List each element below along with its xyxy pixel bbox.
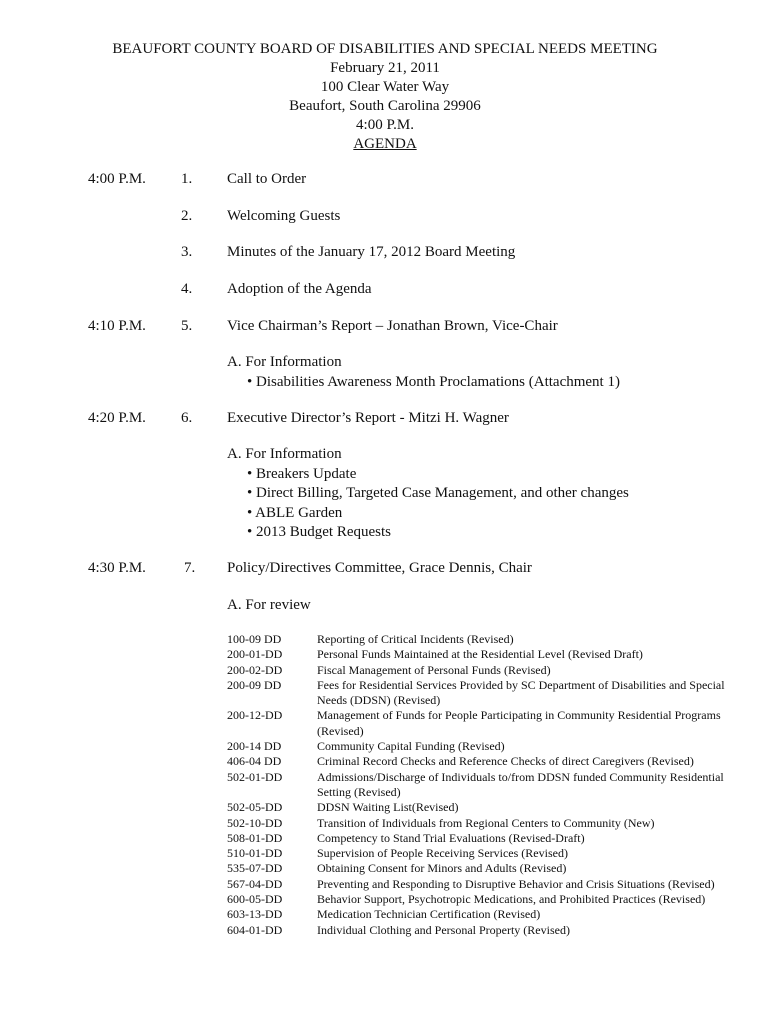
policy-list — [227, 632, 727, 938]
policy-description: Management of Funds for People Participating in Community Residential Programs (Revised) — [317, 708, 721, 738]
item-time: 4:10 P.M. — [88, 318, 146, 334]
policy-row — [227, 831, 727, 846]
subsection-heading: A. For Information — [227, 446, 342, 462]
policy-row — [227, 892, 727, 907]
policy-description: Behavior Support, Psychotropic Medications, and Prohibited Practices (Revised) — [317, 892, 706, 907]
policy-row — [227, 816, 727, 831]
meeting-date: February 21, 2011 — [330, 60, 440, 76]
agenda-title: AGENDA — [353, 136, 417, 152]
policy-row — [227, 923, 727, 938]
policy-description: Supervision of People Receiving Services (Revised) — [317, 846, 568, 861]
item-title: Welcoming Guests — [227, 208, 341, 224]
item-number: 3. — [181, 244, 193, 260]
bullet-item: • 2013 Budget Requests — [247, 524, 391, 540]
item-number: 2. — [181, 208, 193, 224]
policy-code: 200-12-DD — [227, 708, 283, 723]
item-number: 1. — [181, 171, 193, 187]
policy-description: Fiscal Management of Personal Funds (Revised) — [317, 662, 551, 677]
policy-code: 508-01-DD — [227, 830, 283, 845]
item-title: Policy/Directives Committee, Grace Dennis, Chair — [227, 560, 532, 576]
policy-code: 604-01-DD — [227, 922, 283, 937]
policy-row — [227, 877, 727, 892]
policy-code: 200-09 DD — [227, 677, 282, 692]
policy-description: Criminal Record Checks and Reference Checks of direct Caregivers (Revised) — [317, 754, 694, 769]
policy-description: Obtaining Consent for Minors and Adults (Revised) — [317, 861, 567, 876]
item-title: Vice Chairman’s Report – Jonathan Brown, Vice-Chair — [227, 318, 558, 334]
item-6-subsection — [227, 445, 629, 543]
policy-description: Reporting of Critical Incidents (Revised) — [317, 632, 514, 646]
item-number: 7. — [184, 560, 196, 576]
policy-row — [227, 754, 727, 769]
policy-row — [227, 861, 727, 876]
policy-row — [227, 632, 727, 647]
item-time: 4:00 P.M. — [88, 171, 146, 187]
bullet-item: • ABLE Garden — [247, 504, 343, 521]
policy-description: Medication Technician Certification (Revised) — [317, 907, 541, 922]
item-time: 4:20 P.M. — [88, 410, 146, 426]
policy-description: Competency to Stand Trial Evaluations (Revised-Draft) — [317, 830, 585, 845]
meeting-title: BEAUFORT COUNTY BOARD OF DISABILITIES AND SPECIAL NEEDS MEETING — [112, 41, 658, 57]
policy-description: DDSN Waiting List(Revised) — [317, 800, 459, 815]
item-number: 4. — [181, 281, 193, 297]
policy-code: 603-13-DD — [227, 907, 283, 922]
item-5-subsection — [227, 353, 620, 392]
meeting-city: Beaufort, South Carolina 29906 — [289, 98, 481, 114]
policy-description: Personal Funds Maintained at the Residential Level (Revised Draft) — [317, 647, 643, 662]
policy-row — [227, 846, 727, 861]
meeting-address: 100 Clear Water Way — [320, 79, 450, 95]
policy-code: 502-01-DD — [227, 769, 283, 784]
policy-code: 600-05-DD — [227, 892, 283, 907]
item-title: Call to Order — [227, 171, 307, 187]
policy-code: 502-10-DD — [227, 815, 283, 830]
policy-row — [227, 647, 727, 662]
subsection-heading: A. For Information — [227, 354, 342, 370]
policy-code: 502-05-DD — [227, 800, 283, 815]
policy-code: 200-14 DD — [227, 739, 282, 754]
policy-row — [227, 663, 727, 678]
policy-row — [227, 678, 727, 709]
policy-row — [227, 907, 727, 922]
item-title: Adoption of the Agenda — [227, 281, 372, 297]
item-title: Executive Director’s Report - Mitzi H. Wagner — [227, 410, 509, 426]
item-time: 4:30 P.M. — [88, 560, 146, 576]
policy-description: Admissions/Discharge of Individuals to/from DDSN funded Community Residential Setting (Revised) — [317, 769, 724, 799]
item-number: 5. — [181, 318, 193, 334]
policy-row — [227, 800, 727, 815]
item-number: 6. — [181, 410, 193, 426]
policy-code: 535-07-DD — [227, 861, 283, 876]
policy-row — [227, 739, 727, 754]
policy-code: 406-04 DD — [227, 754, 282, 769]
policy-code: 200-02-DD — [227, 662, 283, 677]
policy-description: Fees for Residential Services Provided by SC Department of Disabilities and Special Needs (DDSN) (Revised) — [317, 677, 725, 708]
policy-description: Transition of Individuals from Regional Centers to Community (New) — [317, 815, 655, 830]
policy-row — [227, 708, 727, 739]
document-header — [0, 40, 770, 154]
policy-row — [227, 770, 727, 801]
meeting-time: 4:00 P.M. — [356, 117, 414, 133]
subsection-heading: A. For review — [227, 597, 311, 613]
policy-description: Individual Clothing and Personal Property (Revised) — [317, 922, 570, 937]
item-title: Minutes of the January 17, 2012 Board Meeting — [227, 244, 516, 260]
policy-code: 510-01-DD — [227, 846, 283, 861]
bullet-item: • Breakers Update — [247, 465, 357, 482]
policy-description: Community Capital Funding (Revised) — [317, 739, 505, 754]
policy-code: 100-09 DD — [227, 632, 282, 646]
bullet-item: • Disabilities Awareness Month Proclamations (Attachment 1) — [247, 373, 620, 390]
bullet-item: • Direct Billing, Targeted Case Management, and other changes — [247, 485, 629, 501]
policy-code: 200-01-DD — [227, 647, 283, 662]
item-7-subsection — [227, 596, 311, 616]
policy-code: 567-04-DD — [227, 876, 283, 891]
policy-description: Preventing and Responding to Disruptive Behavior and Crisis Situations (Revised) — [317, 876, 715, 891]
